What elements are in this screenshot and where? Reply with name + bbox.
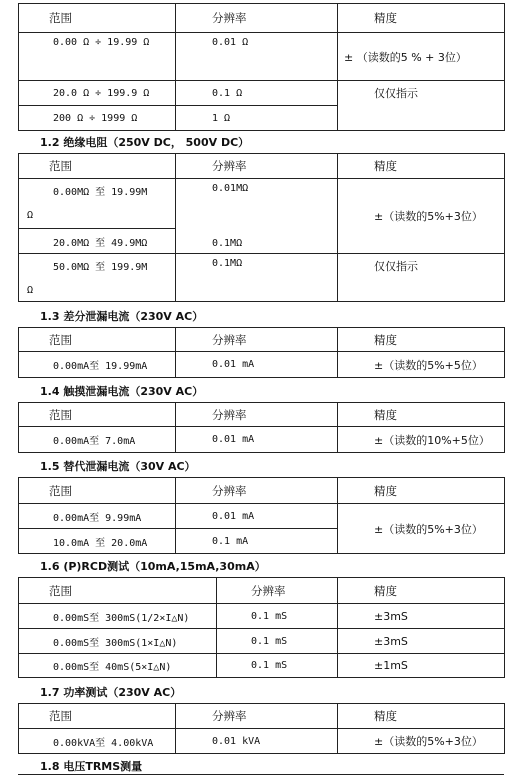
accuracy-cell: ±（读数的10%+5位） bbox=[338, 427, 505, 453]
range-cell: 10.0mA 至 20.0mA bbox=[19, 529, 176, 554]
header-range: 范围 bbox=[19, 478, 176, 504]
resolution-cell: 0.1 Ω bbox=[176, 81, 338, 106]
range-cell bbox=[19, 254, 176, 302]
resolution-cell: 0.1MΩ bbox=[176, 229, 338, 254]
resolution-cell: 0.1 mS bbox=[217, 604, 338, 629]
range-cell: 0.00mS至 300mS(1/2×I△N) bbox=[19, 604, 217, 629]
header-accuracy: 精度 bbox=[338, 328, 505, 352]
table-row bbox=[19, 81, 505, 106]
accuracy-cell: 仅仅指示 bbox=[338, 254, 505, 302]
header-resolution: 分辨率 bbox=[176, 154, 338, 179]
table-header-row bbox=[19, 4, 505, 33]
table-row bbox=[19, 504, 505, 529]
header-range: 范围 bbox=[19, 578, 217, 604]
table-row bbox=[19, 654, 505, 678]
range-cell: 0.00mA至 19.99mA bbox=[19, 352, 176, 378]
header-resolution: 分辨率 bbox=[176, 478, 338, 504]
touch-leakage-table bbox=[18, 402, 505, 453]
resolution-cell: 1 Ω bbox=[176, 106, 338, 131]
section-title-1-8: 1.8 电压TRMS测量 bbox=[40, 760, 143, 773]
section-title-1-6: 1.6 (P)RCD测试（10mA,15mA,30mA） bbox=[40, 560, 266, 573]
resolution-cell: 0.01 mA bbox=[176, 504, 338, 529]
range-cell: 20.0 Ω ÷ 199.9 Ω bbox=[19, 81, 176, 106]
rcd-test-table bbox=[18, 577, 505, 678]
range-cell: 200 Ω ÷ 1999 Ω bbox=[19, 106, 176, 131]
range-line-2: Ω bbox=[27, 285, 34, 296]
accuracy-cell: ±（读数的5%+3位） bbox=[338, 179, 505, 254]
table-row bbox=[19, 629, 505, 654]
resolution-cell: 0.01 Ω bbox=[176, 33, 338, 81]
resolution-cell: 0.1 mA bbox=[176, 529, 338, 554]
header-accuracy: 精度 bbox=[338, 578, 505, 604]
power-test-table bbox=[18, 703, 505, 754]
substitute-leakage-table bbox=[18, 477, 505, 554]
header-range: 范围 bbox=[19, 403, 176, 427]
table-row bbox=[19, 33, 505, 81]
header-resolution: 分辨率 bbox=[176, 403, 338, 427]
resolution-cell: 0.1MΩ bbox=[176, 254, 338, 302]
header-range: 范围 bbox=[19, 704, 176, 729]
table-header-row bbox=[19, 154, 505, 179]
header-accuracy: 精度 bbox=[338, 704, 505, 729]
insulation-table bbox=[18, 153, 505, 302]
table-row bbox=[19, 604, 505, 629]
resolution-cell: 0.01 mA bbox=[176, 427, 338, 453]
table-header-row bbox=[19, 328, 505, 352]
header-resolution: 分辨率 bbox=[176, 4, 338, 33]
range-cell: 20.0MΩ 至 49.9MΩ bbox=[19, 229, 176, 254]
page-bottom-divider bbox=[18, 774, 504, 775]
table-row bbox=[19, 179, 505, 229]
differential-leakage-table bbox=[18, 327, 505, 378]
resolution-cell: 0.01MΩ bbox=[176, 179, 338, 229]
resolution-cell: 0.01 mA bbox=[176, 352, 338, 378]
table-row bbox=[19, 729, 505, 754]
table-header-row bbox=[19, 478, 505, 504]
range-line-2: Ω bbox=[27, 210, 34, 221]
header-range: 范围 bbox=[19, 4, 176, 33]
header-resolution: 分辨率 bbox=[176, 328, 338, 352]
table-header-row bbox=[19, 403, 505, 427]
resolution-cell: 0.1 mS bbox=[217, 654, 338, 678]
range-cell: 0.00mA至 9.99mA bbox=[19, 504, 176, 529]
accuracy-cell: ±（读数的5%+3位） bbox=[338, 504, 505, 554]
table-header-row bbox=[19, 704, 505, 729]
accuracy-cell: ±（读数的5%+3位） bbox=[338, 729, 505, 754]
table-row bbox=[19, 254, 505, 302]
accuracy-cell: ±（读数的5%+5位） bbox=[338, 352, 505, 378]
range-cell: 0.00mS至 40mS(5×I△N) bbox=[19, 654, 217, 678]
section-title-1-4: 1.4 触摸泄漏电流（230V AC） bbox=[40, 385, 204, 398]
range-cell: 0.00mS至 300mS(1×I△N) bbox=[19, 629, 217, 654]
range-line-1: 0.00MΩ 至 19.99M bbox=[53, 187, 148, 198]
accuracy-cell: 仅仅指示 bbox=[338, 81, 505, 131]
resolution-cell: 0.01 kVA bbox=[176, 729, 338, 754]
header-resolution: 分辨率 bbox=[217, 578, 338, 604]
accuracy-cell: ±3mS bbox=[338, 604, 505, 629]
table-row bbox=[19, 427, 505, 453]
section-title-1-3: 1.3 差分泄漏电流（230V AC） bbox=[40, 310, 204, 323]
header-accuracy: 精度 bbox=[338, 478, 505, 504]
accuracy-cell: ± （读数的5 % + 3位） bbox=[338, 33, 505, 81]
range-cell: 0.00 Ω ÷ 19.99 Ω bbox=[19, 33, 176, 81]
range-cell: 0.00mA至 7.0mA bbox=[19, 427, 176, 453]
resistance-table bbox=[18, 3, 505, 131]
range-cell bbox=[19, 179, 176, 229]
accuracy-cell: ±1mS bbox=[338, 654, 505, 678]
header-resolution: 分辨率 bbox=[176, 704, 338, 729]
section-title-1-7: 1.7 功率测试（230V AC） bbox=[40, 686, 182, 699]
header-accuracy: 精度 bbox=[338, 4, 505, 33]
resolution-cell: 0.1 mS bbox=[217, 629, 338, 654]
range-line-1: 50.0MΩ 至 199.9M bbox=[53, 262, 148, 273]
header-accuracy: 精度 bbox=[338, 154, 505, 179]
section-title-1-5: 1.5 替代泄漏电流（30V AC） bbox=[40, 460, 196, 473]
accuracy-cell: ±3mS bbox=[338, 629, 505, 654]
header-accuracy: 精度 bbox=[338, 403, 505, 427]
range-cell: 0.00kVA至 4.00kVA bbox=[19, 729, 176, 754]
table-row bbox=[19, 352, 505, 378]
header-range: 范围 bbox=[19, 154, 176, 179]
section-title-1-2: 1.2 绝缘电阻（250V DC， 500V DC） bbox=[40, 136, 250, 149]
header-range: 范围 bbox=[19, 328, 176, 352]
table-header-row bbox=[19, 578, 505, 604]
